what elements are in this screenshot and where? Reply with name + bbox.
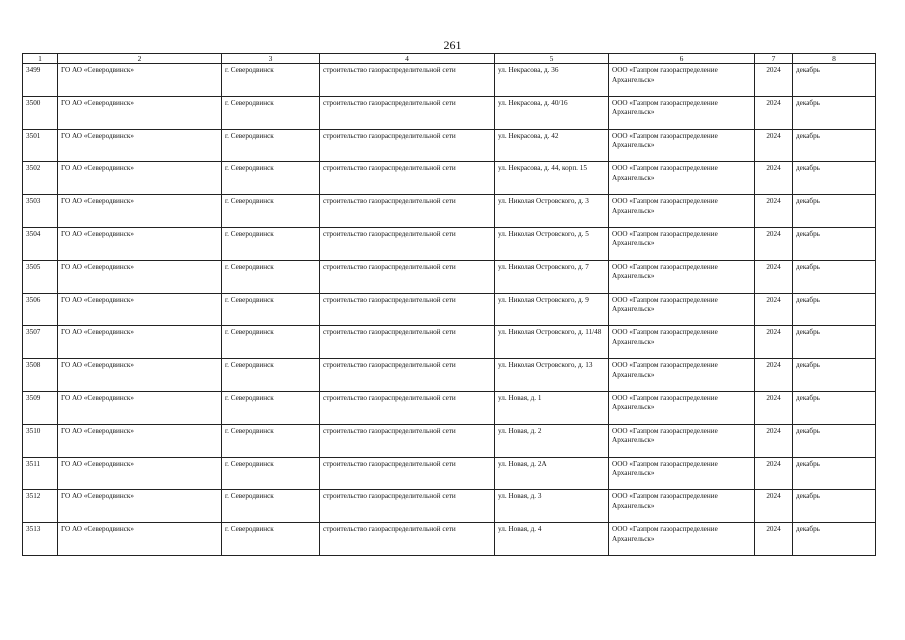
municipality-cell: ГО АО «Северодвинск»	[58, 227, 222, 260]
year-cell: 2024	[755, 523, 793, 556]
table-row	[23, 523, 876, 556]
operator-cell: ООО «Газпром газораспределение Архангельск»	[609, 326, 755, 359]
work-type-cell: строительство газораспределительной сети	[320, 195, 495, 228]
row-number-cell: 3502	[23, 162, 58, 195]
month-cell: декабрь	[793, 129, 876, 162]
settlement-cell: г. Северодвинск	[222, 424, 320, 457]
column-header: 3	[222, 54, 320, 64]
settlement-cell: г. Северодвинск	[222, 227, 320, 260]
work-type-cell: строительство газораспределительной сети	[320, 490, 495, 523]
table-row	[23, 260, 876, 293]
work-type-cell: строительство газораспределительной сети	[320, 359, 495, 392]
month-cell: декабрь	[793, 64, 876, 97]
year-cell: 2024	[755, 96, 793, 129]
municipality-cell: ГО АО «Северодвинск»	[58, 293, 222, 326]
year-cell: 2024	[755, 490, 793, 523]
settlement-cell: г. Северодвинск	[222, 523, 320, 556]
operator-cell: ООО «Газпром газораспределение Архангельск»	[609, 293, 755, 326]
work-type-cell: строительство газораспределительной сети	[320, 424, 495, 457]
row-number-cell: 3510	[23, 424, 58, 457]
settlement-cell: г. Северодвинск	[222, 195, 320, 228]
municipality-cell: ГО АО «Северодвинск»	[58, 260, 222, 293]
operator-cell: ООО «Газпром газораспределение Архангельск»	[609, 523, 755, 556]
month-cell: декабрь	[793, 424, 876, 457]
address-cell: ул. Николая Островского, д. 9	[495, 293, 609, 326]
address-cell: ул. Николая Островского, д. 5	[495, 227, 609, 260]
table-row	[23, 195, 876, 228]
work-type-cell: строительство газораспределительной сети	[320, 391, 495, 424]
table-row	[23, 162, 876, 195]
month-cell: декабрь	[793, 391, 876, 424]
work-type-cell: строительство газораспределительной сети	[320, 457, 495, 490]
address-cell: ул. Николая Островского, д. 13	[495, 359, 609, 392]
page-number: 261	[443, 38, 462, 52]
settlement-cell: г. Северодвинск	[222, 96, 320, 129]
operator-cell: ООО «Газпром газораспределение Архангельск»	[609, 490, 755, 523]
row-number-cell: 3507	[23, 326, 58, 359]
month-cell: декабрь	[793, 490, 876, 523]
operator-cell: ООО «Газпром газораспределение Архангельск»	[609, 195, 755, 228]
row-number-cell: 3500	[23, 96, 58, 129]
work-type-cell: строительство газораспределительной сети	[320, 64, 495, 97]
year-cell: 2024	[755, 391, 793, 424]
municipality-cell: ГО АО «Северодвинск»	[58, 424, 222, 457]
row-number-cell: 3506	[23, 293, 58, 326]
address-cell: ул. Новая, д. 1	[495, 391, 609, 424]
column-header: 5	[495, 54, 609, 64]
municipality-cell: ГО АО «Северодвинск»	[58, 457, 222, 490]
operator-cell: ООО «Газпром газораспределение Архангельск»	[609, 162, 755, 195]
settlement-cell: г. Северодвинск	[222, 457, 320, 490]
work-type-cell: строительство газораспределительной сети	[320, 260, 495, 293]
year-cell: 2024	[755, 260, 793, 293]
operator-cell: ООО «Газпром газораспределение Архангельск»	[609, 424, 755, 457]
address-cell: ул. Николая Островского, д. 7	[495, 260, 609, 293]
operator-cell: ООО «Газпром газораспределение Архангельск»	[609, 391, 755, 424]
municipality-cell: ГО АО «Северодвинск»	[58, 359, 222, 392]
row-number-cell: 3501	[23, 129, 58, 162]
settlement-cell: г. Северодвинск	[222, 359, 320, 392]
address-cell: ул. Некрасова, д. 42	[495, 129, 609, 162]
year-cell: 2024	[755, 457, 793, 490]
year-cell: 2024	[755, 359, 793, 392]
address-cell: ул. Некрасова, д. 40/16	[495, 96, 609, 129]
municipality-cell: ГО АО «Северодвинск»	[58, 195, 222, 228]
row-number-cell: 3503	[23, 195, 58, 228]
column-header: 1	[23, 54, 58, 64]
table-row	[23, 359, 876, 392]
table-row	[23, 326, 876, 359]
month-cell: декабрь	[793, 457, 876, 490]
year-cell: 2024	[755, 162, 793, 195]
municipality-cell: ГО АО «Северодвинск»	[58, 129, 222, 162]
month-cell: декабрь	[793, 227, 876, 260]
work-type-cell: строительство газораспределительной сети	[320, 129, 495, 162]
month-cell: декабрь	[793, 195, 876, 228]
table-row	[23, 457, 876, 490]
municipality-cell: ГО АО «Северодвинск»	[58, 523, 222, 556]
address-cell: ул. Новая, д. 2А	[495, 457, 609, 490]
table-row	[23, 293, 876, 326]
year-cell: 2024	[755, 227, 793, 260]
row-number-cell: 3499	[23, 64, 58, 97]
work-type-cell: строительство газораспределительной сети	[320, 293, 495, 326]
settlement-cell: г. Северодвинск	[222, 260, 320, 293]
work-type-cell: строительство газораспределительной сети	[320, 227, 495, 260]
settlement-cell: г. Северодвинск	[222, 64, 320, 97]
work-type-cell: строительство газораспределительной сети	[320, 523, 495, 556]
operator-cell: ООО «Газпром газораспределение Архангельск»	[609, 227, 755, 260]
work-type-cell: строительство газораспределительной сети	[320, 96, 495, 129]
column-header: 7	[755, 54, 793, 64]
row-number-cell: 3513	[23, 523, 58, 556]
year-cell: 2024	[755, 293, 793, 326]
column-header: 4	[320, 54, 495, 64]
table-body	[23, 64, 876, 556]
settlement-cell: г. Северодвинск	[222, 162, 320, 195]
table-row	[23, 227, 876, 260]
address-cell: ул. Николая Островского, д. 11/48	[495, 326, 609, 359]
municipality-cell: ГО АО «Северодвинск»	[58, 96, 222, 129]
operator-cell: ООО «Газпром газораспределение Архангельск»	[609, 359, 755, 392]
month-cell: декабрь	[793, 326, 876, 359]
month-cell: декабрь	[793, 523, 876, 556]
registry-table	[22, 53, 876, 556]
table-header-row	[23, 54, 876, 64]
table-row	[23, 490, 876, 523]
municipality-cell: ГО АО «Северодвинск»	[58, 64, 222, 97]
year-cell: 2024	[755, 326, 793, 359]
year-cell: 2024	[755, 195, 793, 228]
work-type-cell: строительство газораспределительной сети	[320, 326, 495, 359]
municipality-cell: ГО АО «Северодвинск»	[58, 490, 222, 523]
address-cell: ул. Новая, д. 2	[495, 424, 609, 457]
row-number-cell: 3512	[23, 490, 58, 523]
municipality-cell: ГО АО «Северодвинск»	[58, 391, 222, 424]
table-row	[23, 424, 876, 457]
row-number-cell: 3504	[23, 227, 58, 260]
operator-cell: ООО «Газпром газораспределение Архангельск»	[609, 64, 755, 97]
address-cell: ул. Новая, д. 4	[495, 523, 609, 556]
row-number-cell: 3511	[23, 457, 58, 490]
address-cell: ул. Некрасова, д. 36	[495, 64, 609, 97]
row-number-cell: 3509	[23, 391, 58, 424]
work-type-cell: строительство газораспределительной сети	[320, 162, 495, 195]
column-header: 6	[609, 54, 755, 64]
settlement-cell: г. Северодвинск	[222, 391, 320, 424]
address-cell: ул. Некрасова, д. 44, корп. 15	[495, 162, 609, 195]
municipality-cell: ГО АО «Северодвинск»	[58, 162, 222, 195]
table-row	[23, 391, 876, 424]
settlement-cell: г. Северодвинск	[222, 129, 320, 162]
table-row	[23, 129, 876, 162]
column-header: 8	[793, 54, 876, 64]
row-number-cell: 3508	[23, 359, 58, 392]
operator-cell: ООО «Газпром газораспределение Архангельск»	[609, 96, 755, 129]
settlement-cell: г. Северодвинск	[222, 326, 320, 359]
operator-cell: ООО «Газпром газораспределение Архангельск»	[609, 129, 755, 162]
year-cell: 2024	[755, 424, 793, 457]
row-number-cell: 3505	[23, 260, 58, 293]
year-cell: 2024	[755, 64, 793, 97]
settlement-cell: г. Северодвинск	[222, 490, 320, 523]
year-cell: 2024	[755, 129, 793, 162]
month-cell: декабрь	[793, 293, 876, 326]
table-row	[23, 64, 876, 97]
settlement-cell: г. Северодвинск	[222, 293, 320, 326]
table-row	[23, 96, 876, 129]
month-cell: декабрь	[793, 260, 876, 293]
month-cell: декабрь	[793, 162, 876, 195]
operator-cell: ООО «Газпром газораспределение Архангельск»	[609, 457, 755, 490]
operator-cell: ООО «Газпром газораспределение Архангельск»	[609, 260, 755, 293]
address-cell: ул. Новая, д. 3	[495, 490, 609, 523]
municipality-cell: ГО АО «Северодвинск»	[58, 326, 222, 359]
column-header: 2	[58, 54, 222, 64]
month-cell: декабрь	[793, 359, 876, 392]
address-cell: ул. Николая Островского, д. 3	[495, 195, 609, 228]
month-cell: декабрь	[793, 96, 876, 129]
